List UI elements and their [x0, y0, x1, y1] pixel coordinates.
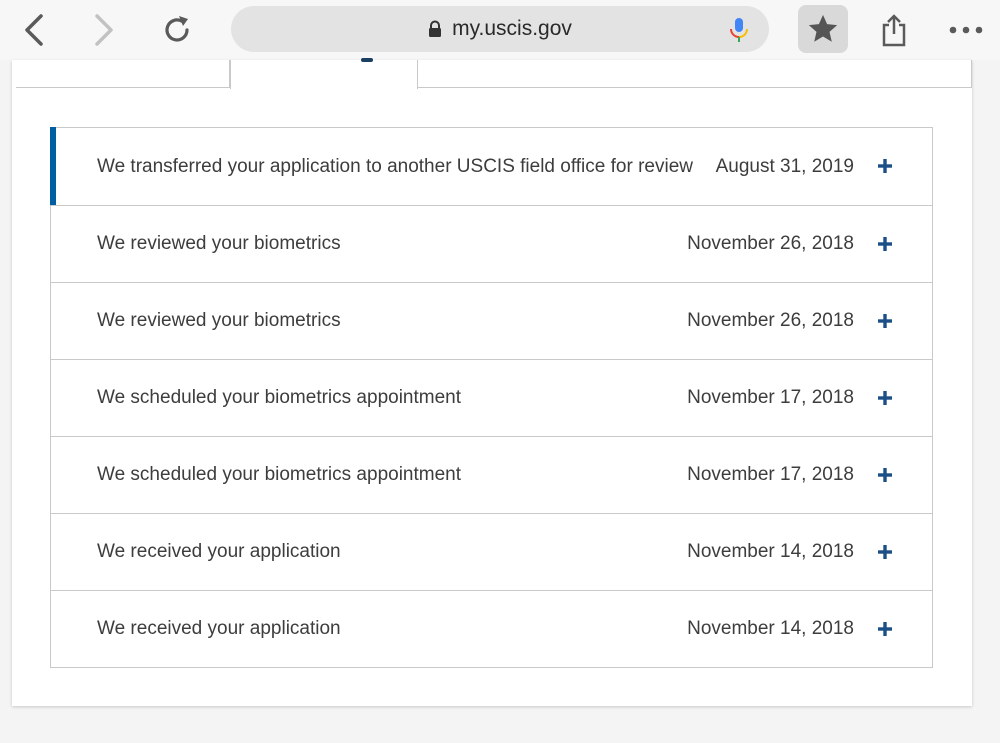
- tab-left[interactable]: [16, 60, 230, 88]
- history-event-text: We received your application: [97, 618, 341, 639]
- history-row[interactable]: [51, 590, 932, 667]
- history-event-text: We scheduled your biometrics appointment: [97, 464, 462, 485]
- star-icon: [806, 12, 840, 46]
- expand-button[interactable]: [874, 541, 896, 563]
- reload-button[interactable]: [155, 8, 199, 52]
- tabs-strip: [16, 60, 972, 88]
- history-event-date: November 26, 2018: [687, 233, 854, 254]
- url-text: my.uscis.gov: [452, 17, 572, 40]
- history-event-text: We reviewed your biometrics: [97, 310, 341, 331]
- tab-label-fragment: [361, 58, 373, 62]
- history-event-date: November 26, 2018: [687, 310, 854, 331]
- plus-icon: [877, 390, 893, 406]
- history-row[interactable]: [51, 359, 932, 436]
- history-event-text: We transferred your application to another USCIS field office for review: [97, 155, 693, 177]
- plus-icon: [877, 236, 893, 252]
- plus-icon: [877, 158, 893, 174]
- plus-icon: [877, 621, 893, 637]
- expand-button[interactable]: [874, 387, 896, 409]
- history-row[interactable]: [51, 436, 932, 513]
- tab-active[interactable]: [230, 60, 418, 89]
- bookmark-button[interactable]: [798, 5, 848, 53]
- share-icon: [879, 13, 909, 47]
- more-button[interactable]: [944, 8, 988, 52]
- plus-icon: [877, 313, 893, 329]
- browser-toolbar: [0, 0, 1000, 60]
- expand-button[interactable]: [874, 310, 896, 332]
- history-row[interactable]: [51, 513, 932, 590]
- history-event-date: November 14, 2018: [687, 541, 854, 562]
- back-button[interactable]: [12, 8, 56, 52]
- history-event-date: November 14, 2018: [687, 618, 854, 639]
- more-dots-icon: [948, 25, 984, 35]
- expand-button[interactable]: [874, 155, 896, 177]
- expand-button[interactable]: [874, 618, 896, 640]
- plus-icon: [877, 544, 893, 560]
- lock-icon: [428, 20, 442, 38]
- tab-right: [418, 60, 972, 88]
- expand-button[interactable]: [874, 233, 896, 255]
- history-event-text: We scheduled your biometrics appointment: [97, 387, 462, 408]
- share-button[interactable]: [872, 8, 916, 52]
- history-row[interactable]: [51, 205, 932, 282]
- plus-icon: [877, 467, 893, 483]
- history-event-date: November 17, 2018: [687, 464, 854, 485]
- chevron-left-icon: [23, 13, 45, 47]
- expand-button[interactable]: [874, 464, 896, 486]
- history-event-text: We received your application: [97, 541, 341, 562]
- history-event-date: November 17, 2018: [687, 387, 854, 408]
- forward-button[interactable]: [82, 8, 126, 52]
- history-row[interactable]: [51, 282, 932, 359]
- history-row[interactable]: [51, 128, 932, 205]
- microphone-icon[interactable]: [727, 17, 751, 43]
- reload-icon: [160, 13, 194, 47]
- case-history-card: [12, 60, 972, 706]
- history-event-date: August 31, 2019: [715, 155, 854, 177]
- history-event-text: We reviewed your biometrics: [97, 233, 341, 254]
- address-bar[interactable]: [231, 6, 769, 52]
- case-history-list: [50, 127, 933, 668]
- chevron-right-icon: [93, 13, 115, 47]
